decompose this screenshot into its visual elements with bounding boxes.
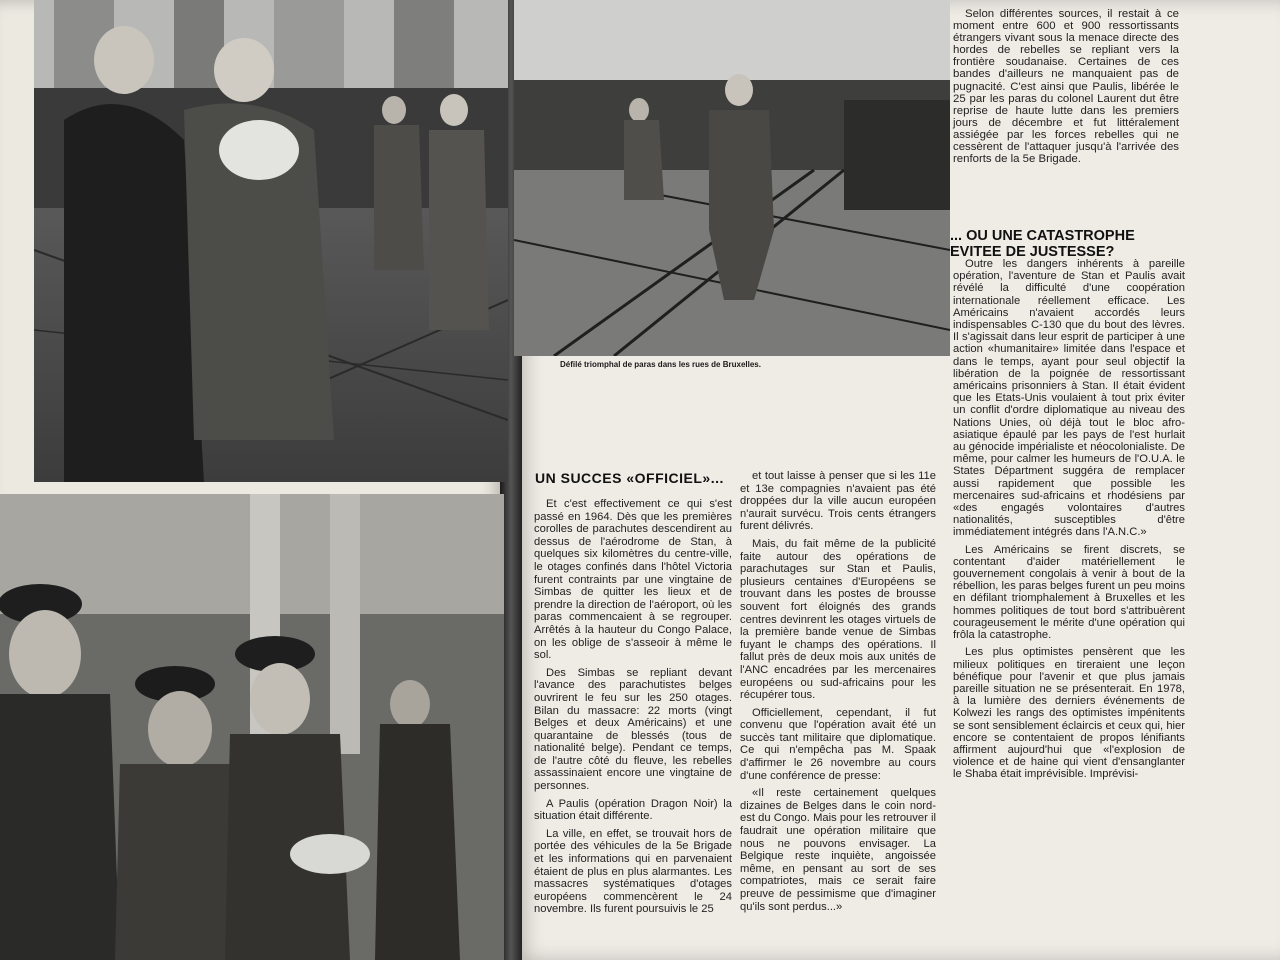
article-column-4 xyxy=(953,258,1185,786)
heading-success: UN SUCCES «OFFICIEL»... xyxy=(535,470,724,486)
paragraph: Les Américains se firent discrets, se contentant d'aider matériellement le gouvernement congolais à venir à bout de la rébellion, les paras belges furent un peu moins en défilant triomphalement à Bruxelles et les hommes politiques de tout bord s'attribuèrent courageusement le mérite d'une opération qui frôla la catastrophe. xyxy=(953,543,1185,642)
paragraph: A Paulis (opération Dragon Noir) la situation était différente. xyxy=(534,797,732,823)
paragraph: Selon différentes sources, il restait à ce moment entre 600 et 900 ressortissants étrangers vivant sous la menace directe des hordes de rebelles se repliant vers la frontière soudanaise. Certaines de ces bandes d'ailleurs ne manquaient pas de pugnacité. C'est ainsi que Paulis, libérée le 25 par les paras du colonel Laurent dut être reprise de haute lutte dans les premiers jours de décembre et fut littéralement assiégée par les forces rebelles qui ne cessèrent de l'attaquer jusqu'à l'arrivée des renforts de la 5e Brigade. xyxy=(953,8,1179,166)
paragraph: Outre les dangers inhérents à pareille opération, l'aventure de Stan et Paulis avait révélé la difficulté d'une coopération internationale réellement efficace. Les Américains n'avaient accordés leurs indispensables C-130 que du bout des lèvres. Il s'agissait dans leur esprit de participer à une action «humanitaire» limitée dans l'espace et dans le temps, ayant pour seul objectif la libération de la poignée de ressortissant américains prisonniers à Stan. Il était évident que les Etats-Unis voulaient à tout prix éviter un conflit d'ordre diplomatique au niveau des Nations Unies, où déjà tout le bloc afro-asiatique épaulé par les pays de l'est hurlait au génocide impérialiste et néocolonialiste. De même, pour calmer les humeurs de l'O.U.A. le States Départment suggéra de remplacer aussi rapidement que possible les mercenaires sud-africains et rhodésiens par «des engagés volontaires d'autres nationalités, susceptibles d'être immédiatement intégrés dans l'A.N.C.» xyxy=(953,258,1185,539)
photo-parade-street xyxy=(514,0,950,356)
paragraph: Mais, du fait même de la publicité faite autour des opérations de parachutages sur Stan et Paulis, plusieurs centaines d'Européens se trouvant dans les postes de brousse souvent fort éloignés des grands centres devinrent les otages virtuels de la première bande venue de Simbas fuyant le champs des opérations. Il fallut près de deux mois aux unités de l'ANC encadrées par les mercenaires européens ou sud-africains pour les récupérer tous. xyxy=(740,537,936,702)
photo-parade-woman-soldier xyxy=(34,0,508,482)
paragraph: Et c'est effectivement ce qui s'est passé en 1964. Dès que les premières corolles de parachutes descendirent au dessus de l'aérodrome de Stan, à quelques six kilomètres du centre-ville, le otages confinés dans l'hôtel Victoria furent contraints par une vingtaine de Simbas de quitter les lieux et de prendre la direction de l'aéroport, où les paras commencaient à se regrouper. Arrêtés à la hauteur du Congo Palace, on les oblige de s'asseoir à même le sol. xyxy=(534,498,732,662)
paragraph: Officiellement, cependant, il fut convenu que l'opération avait été un succès tant militaire que diplomatique. Ce qui n'empêcha pas M. Spaak d'affirmer le 26 novembre au cours d'une conférence de presse: xyxy=(740,706,936,782)
paragraph: Les plus optimistes pensèrent que les milieux politiques en tireraient une leçon bénéfique pour l'avenir et que plus jamais pareille situation ne se présenterait. En 1978, à la lumière des derniers événements de Kolwezi les rangs des optimistes impénitents se sont sensiblement éclaircis et ceux qui, hier encore se contentaient de propos lénifiants affirment aujourd'hui que «l'explosion de violence et de haine qui vient d'ensanglanter le Shaba était imprévisible. Imprévisi- xyxy=(953,646,1185,781)
heading-catastrophe: ... OU UNE CATASTROPHE EVITEE DE JUSTESSE? xyxy=(950,228,1135,260)
photo-soldiers-berets xyxy=(0,494,504,960)
article-column-1 xyxy=(534,498,732,921)
paragraph: «Il reste certainement quelques dizaines de Belges dans le coin nord-est du Congo. Mais pour les retrouver il faudrait une opération militaire que nous ne pouvons envisager. La Belgique reste inquiète, angoissée même, en pensant au sort de ses compatriotes, mais ce serait faire preuve de pessimisme que d'imaginer qu'ils sont perdus...» xyxy=(740,787,936,913)
paragraph: La ville, en effet, se trouvait hors de portée des véhicules de la 5e Brigade et les informations qui en parvenaient étaient de plus en plus alarmantes. Les massacres systématiques d'otages européens commencèrent le 24 novembre. Ils furent poursuivis le 25 xyxy=(534,827,732,916)
article-column-3 xyxy=(953,8,1179,170)
paragraph: et tout laisse à penser que si les 11e et 13e compagnies n'avaient pas été droppées dur la ville aucun européen n'aurait survécu. Trois cents étrangers furent délivrés. xyxy=(740,470,936,533)
photo-caption: Défilé triomphal de paras dans les rues de Bruxelles. xyxy=(560,360,761,369)
article-column-2 xyxy=(740,470,936,918)
paragraph: Des Simbas se repliant devant l'avance des parachutistes belges ouvrirent le feu sur les 250 otages. Bilan du massacre: 22 morts (vingt Belges et deux Américains) et une quarantaine de blessés (tous de nationalité belge). Pendant ce temps, de l'autre côté du fleuve, les rebelles assassinaient encore une vingtaine de personnes. xyxy=(534,666,732,793)
